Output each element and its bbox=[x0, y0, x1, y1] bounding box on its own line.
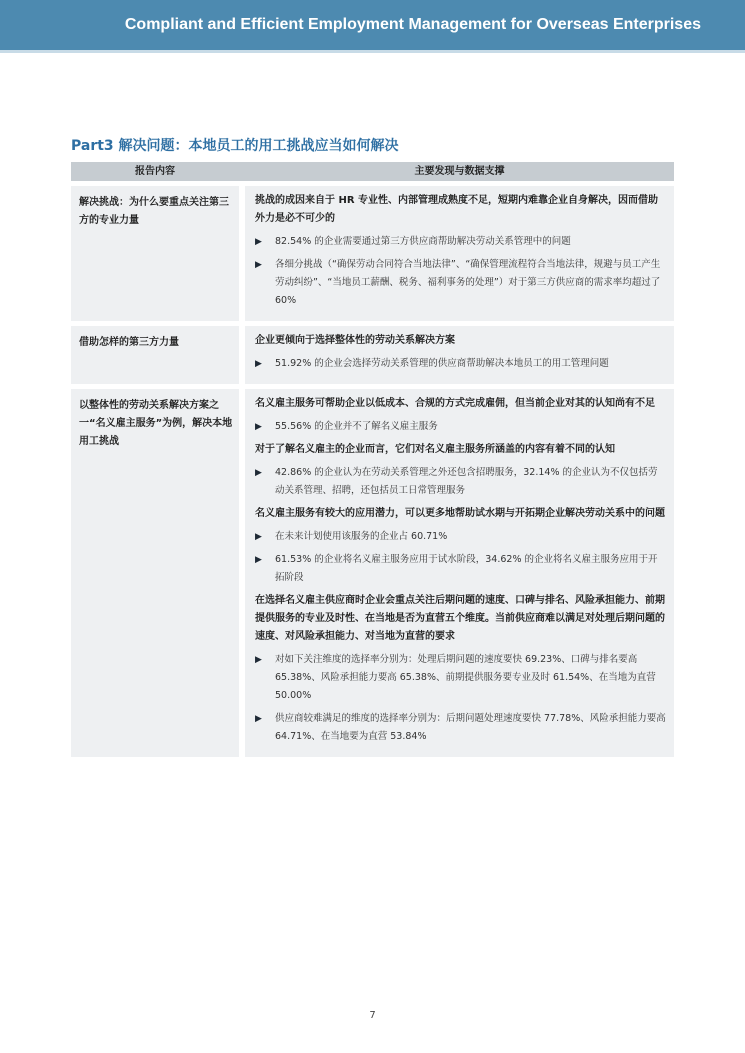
key-finding: 名义雇主服务可帮助企业以低成本、合规的方式完成雇佣，但当前企业对其的认知尚有不足 bbox=[255, 398, 655, 409]
data-point bbox=[255, 710, 666, 746]
key-finding: 挑战的成因来自于 HR 专业性、内部管理成熟度不足，短期内难靠企业自身解决，因而借助外力是必不可少的 bbox=[255, 195, 659, 224]
data-point bbox=[255, 418, 666, 436]
table-row bbox=[71, 326, 674, 384]
triangle-right-icon: ▶ bbox=[255, 359, 262, 369]
data-point bbox=[255, 355, 666, 373]
triangle-right-icon: ▶ bbox=[255, 260, 262, 270]
data-point-text: 各细分挑战（“确保劳动合同符合当地法律”、“确保管理流程符合当地法律，规避与员工产生劳动纠纷”、“当地员工薪酬、税务、福利事务的处理”）对于第三方供应商的需求率均超过了 60% bbox=[275, 259, 661, 306]
table-header bbox=[71, 162, 674, 181]
data-point-text: 对如下关注维度的选择率分别为：处理后期问题的速度要快 69.23%、口碑与排名要高 65.38%、风险承担能力要高 65.38%、前期提供服务要专业及时 61.54%、在当地为直营 50.00% bbox=[275, 654, 656, 701]
findings-table bbox=[71, 162, 674, 757]
page-number: 7 bbox=[369, 1010, 376, 1021]
header-title: Compliant and Efficient Employment Management for Overseas Enterprises bbox=[124, 16, 701, 33]
key-finding: 企业更倾向于选择整体性的劳动关系解决方案 bbox=[255, 335, 455, 346]
data-point bbox=[255, 528, 666, 546]
data-point-text: 51.92% 的企业会选择劳动关系管理的供应商帮助解决本地员工的用工管理问题 bbox=[275, 358, 609, 369]
section-title: Part3 解决问题：本地员工的用工挑战应当如何解决 bbox=[71, 138, 399, 154]
triangle-right-icon: ▶ bbox=[255, 555, 262, 565]
data-point-text: 42.86% 的企业认为在劳动关系管理之外还包含招聘服务，32.14% 的企业认为不仅包括劳动关系管理、招聘，还包括员工日常管理服务 bbox=[275, 467, 658, 496]
header-band bbox=[0, 0, 745, 53]
data-point bbox=[255, 651, 666, 705]
row-topic: 解决挑战：为什么要重点关注第三方的专业力量 bbox=[71, 186, 239, 321]
triangle-right-icon: ▶ bbox=[255, 237, 262, 247]
data-point bbox=[255, 256, 666, 310]
key-finding: 对于了解名义雇主的企业而言，它们对名义雇主服务所涵盖的内容有着不同的认知 bbox=[255, 444, 615, 455]
data-point-text: 在未来计划使用该服务的企业占 60.71% bbox=[275, 531, 448, 542]
column-header-findings: 主要发现与数据支撑 bbox=[414, 166, 505, 177]
data-point-text: 55.56% 的企业并不了解名义雇主服务 bbox=[275, 421, 438, 432]
data-point-text: 供应商较难满足的维度的选择率分别为：后期问题处理速度要快 77.78%、风险承担能力要高 64.71%、在当地要为直营 53.84% bbox=[275, 713, 666, 742]
table-row bbox=[71, 186, 674, 321]
key-finding: 在选择名义雇主供应商时企业会重点关注后期问题的速度、口碑与排名、风险承担能力、前期提供服务的专业及时性、在当地是否为直营五个维度。当前供应商难以满足对处理后期问题的速度、对风险承担能力、对当地为直营的要求 bbox=[255, 595, 665, 642]
table-row bbox=[71, 389, 674, 757]
row-topic: 以整体性的劳动关系解决方案之一“名义雇主服务”为例，解决本地用工挑战 bbox=[71, 389, 239, 757]
triangle-right-icon: ▶ bbox=[255, 532, 262, 542]
triangle-right-icon: ▶ bbox=[255, 655, 262, 665]
triangle-right-icon: ▶ bbox=[255, 468, 262, 478]
data-point-text: 61.53% 的企业将名义雇主服务应用于试水阶段，34.62% 的企业将名义雇主服务应用于开拓阶段 bbox=[275, 554, 658, 583]
data-point bbox=[255, 464, 666, 500]
triangle-right-icon: ▶ bbox=[255, 714, 262, 724]
row-topic: 借助怎样的第三方力量 bbox=[71, 326, 239, 384]
row-findings bbox=[245, 326, 674, 384]
data-point-text: 82.54% 的企业需要通过第三方供应商帮助解决劳动关系管理中的问题 bbox=[275, 236, 571, 247]
data-point bbox=[255, 233, 666, 251]
column-header-report-content: 报告内容 bbox=[135, 166, 175, 177]
data-point bbox=[255, 551, 666, 587]
row-findings bbox=[245, 389, 674, 757]
triangle-right-icon: ▶ bbox=[255, 422, 262, 432]
row-findings bbox=[245, 186, 674, 321]
key-finding: 名义雇主服务有较大的应用潜力，可以更多地帮助试水期与开拓期企业解决劳动关系中的问题 bbox=[255, 508, 665, 519]
